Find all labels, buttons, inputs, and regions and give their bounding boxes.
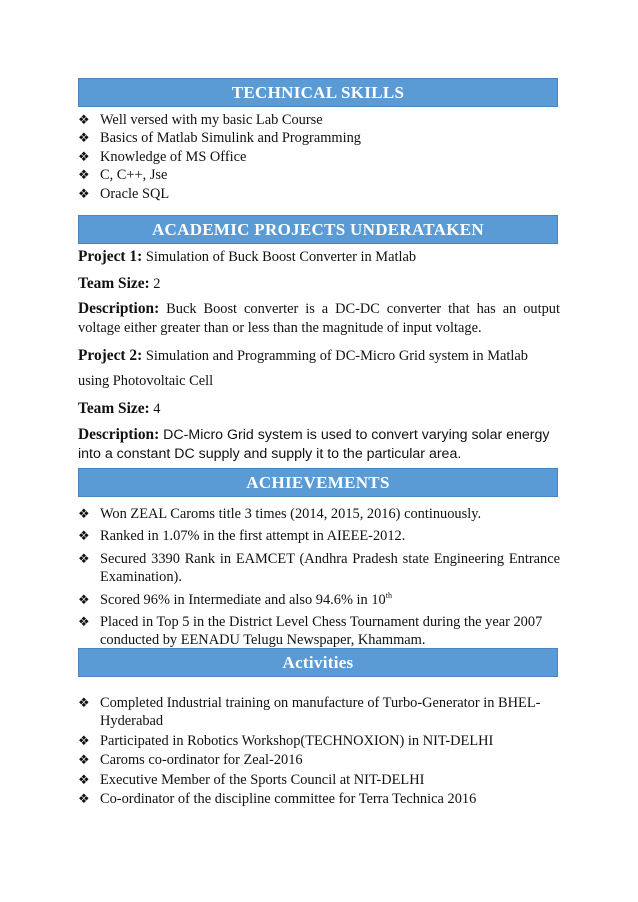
achievements-title: ACHIEVEMENTS [246, 472, 390, 492]
project-2-team-size: Team Size: 4 [78, 400, 161, 417]
list-item: ❖ Well versed with my basic Lab Course [78, 112, 323, 128]
diamond-bullet-icon: ❖ [78, 614, 90, 630]
list-item: ❖ Caroms co-ordinator for Zeal-2016 [78, 752, 303, 769]
project-1-description: Description: Buck Boost converter is a DC-DC converter that has an output voltage either greater than or less than the magnitude of input voltage. [78, 300, 560, 336]
diamond-bullet-icon: ❖ [78, 112, 90, 127]
list-item: ❖ Basics of Matlab Simulink and Programming [78, 130, 362, 147]
diamond-bullet-icon: ❖ [78, 695, 90, 710]
achievements-header [78, 468, 558, 497]
project-1-team-size: Team Size: 2 [78, 275, 161, 292]
project-2-title-cont: using Photovoltaic Cell [78, 373, 214, 389]
academic-projects-header [78, 215, 558, 244]
activities-header [78, 648, 558, 677]
list-item: ❖ Knowledge of MS Office [78, 148, 247, 165]
achievements-list [78, 505, 560, 650]
academic-projects-title: ACADEMIC PROJECTS UNDERATAKEN [151, 219, 485, 239]
technical-skills-header [78, 78, 558, 107]
list-item: ❖ Secured 3390 Rank in EAMCET (Andhra Pradesh state Engineering Entrance Examination). [78, 550, 560, 586]
activities-list [78, 694, 560, 808]
list-item: ❖ Ranked in 1.07% in the first attempt in AIEEE-2012. [78, 528, 406, 545]
list-item: ❖ Scored 96% in Intermediate and also 94.6% in 10th [78, 590, 392, 608]
project-2-label: Project 2: [78, 347, 143, 364]
diamond-bullet-icon: ❖ [78, 791, 90, 807]
technical-skills-list [78, 111, 560, 203]
diamond-bullet-icon: ❖ [78, 591, 90, 607]
diamond-bullet-icon: ❖ [78, 185, 90, 201]
project-2-line [78, 347, 560, 366]
diamond-bullet-icon: ❖ [78, 130, 90, 146]
project-1-title: Simulation of Buck Boost Converter in Matlab [145, 249, 417, 265]
project-1-line [78, 248, 560, 267]
list-item: ❖ Co-ordinator of the discipline committee for Terra Technica 2016 [78, 791, 477, 808]
list-item: ❖ Executive Member of the Sports Council at NIT-DELHI [78, 771, 425, 788]
list-item: ❖ C, C++, Jse [78, 167, 168, 184]
list-item: ❖ Won ZEAL Caroms title 3 times (2014, 2015, 2016) continuously. [78, 506, 482, 522]
technical-skills-title: TECHNICAL SKILLS [231, 82, 405, 102]
list-item: ❖ Completed Industrial training on manufacture of Turbo-Generator in BHEL-Hyderabad [78, 695, 541, 730]
diamond-bullet-icon: ❖ [78, 550, 90, 566]
activities-title: Activities [282, 652, 354, 672]
diamond-bullet-icon: ❖ [78, 148, 90, 164]
project-2-title: Simulation and Programming of DC-Micro Grid system in Matlab [145, 348, 528, 364]
superscript-th: th [385, 590, 392, 600]
diamond-bullet-icon: ❖ [78, 752, 90, 768]
project-1-label: Project 1: [78, 248, 143, 265]
list-item: ❖ Participated in Robotics Workshop(TECHNOXION) in NIT-DELHI [78, 732, 494, 749]
diamond-bullet-icon: ❖ [78, 528, 90, 544]
list-item: ❖ Oracle SQL [78, 185, 170, 202]
diamond-bullet-icon: ❖ [78, 167, 90, 183]
diamond-bullet-icon: ❖ [78, 771, 90, 787]
diamond-bullet-icon: ❖ [78, 732, 90, 748]
diamond-bullet-icon: ❖ [78, 506, 90, 521]
list-item: ❖ Placed in Top 5 in the District Level Chess Tournament during the year 2007 conducted by EENADU Telugu Newspaper, Khammam. [78, 614, 543, 649]
project-2-description: Description: DC-Micro Grid system is used to convert varying solar energy into a constant DC supply and supply it to the particular area. [78, 426, 550, 462]
